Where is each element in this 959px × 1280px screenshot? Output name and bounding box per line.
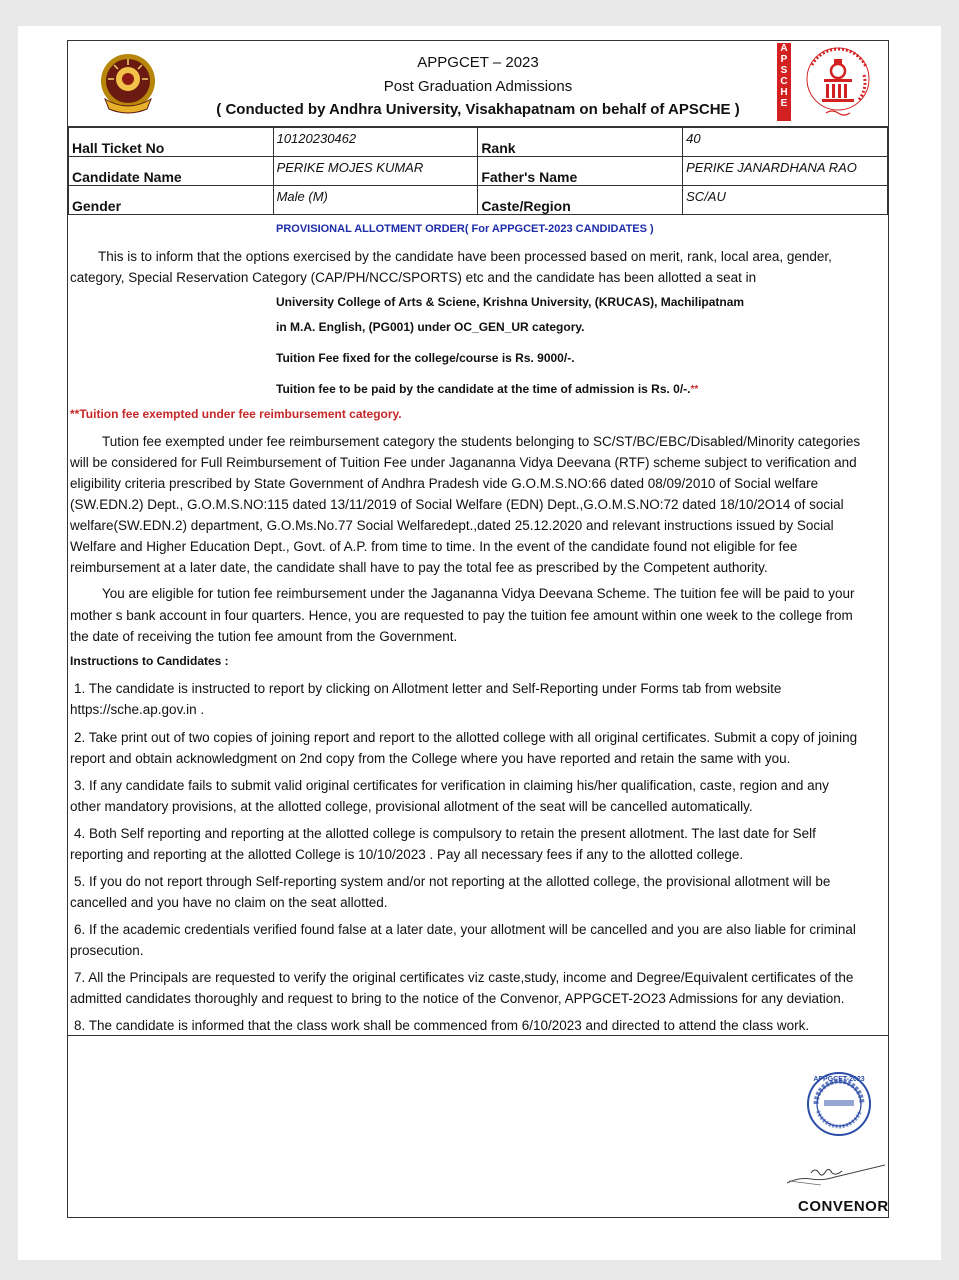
convenor-signature-icon <box>781 1159 891 1189</box>
rank-value: 40 <box>683 128 888 157</box>
conducted-by-line: ( Conducted by Andhra University, Visakhapatnam on behalf of APSCHE ) <box>216 101 740 118</box>
caste-region-label: Caste/Region <box>478 186 683 215</box>
caste-region-value: SC/AU <box>683 186 888 215</box>
hall-ticket-label: Hall Ticket No <box>69 128 274 157</box>
gender-label: Gender <box>69 186 274 215</box>
signature-divider <box>68 1035 888 1036</box>
table-row <box>69 157 888 186</box>
order-title: PROVISIONAL ALLOTMENT ORDER( For APPGCET-2023 CANDIDATES ) <box>276 223 654 235</box>
fee-payable: Tuition fee to be paid by the candidate at the time of admission is Rs. 0/-.** <box>276 382 699 396</box>
list-item: 1. The candidate is instructed to report by clicking on Allotment letter and Self-Reporting under Forms tab from website <box>74 681 782 696</box>
table-row <box>69 186 888 215</box>
list-item: 3. If any candidate fails to submit valid original certificates for verification in claiming his/her qualification, caste, region and any <box>74 778 829 793</box>
father-name-label: Father's Name <box>478 157 683 186</box>
list-item: 2. Take print out of two copies of joining report and report to the allotted college with all original certificates. Submit a copy of joining <box>74 730 858 745</box>
intro-line-2: category, Special Reservation Category (CAP/PH/NCC/SPORTS) etc and the candidate has been allotted a seat in <box>70 270 757 285</box>
instruction-url: https://sche.ap.gov.in . <box>70 702 205 717</box>
gender-value: Male (M) <box>273 186 478 215</box>
table-row <box>69 128 888 157</box>
fee-exempt-note: **Tuition fee exempted under fee reimbursement category. <box>70 407 402 421</box>
seal-text: APPGCET-2023 <box>813 1076 865 1083</box>
allotted-college: University College of Arts & Sciene, Krishna University, (KRUCAS), Machilipatnam <box>276 295 745 309</box>
list-item: 7. All the Principals are requested to verify the original certificates viz caste,study, income and Degree/Equivalent certificates of the <box>74 970 854 985</box>
allotted-course: in M.A. English, (PG001) under OC_GEN_UR category. <box>276 320 585 334</box>
andhra-university-logo-icon <box>95 51 161 117</box>
instructions-title: Instructions to Candidates : <box>70 654 229 668</box>
convenor-label: CONVENOR <box>798 1198 889 1215</box>
list-item: 8. The candidate is informed that the class work shall be commenced from 6/10/2023 and directed to attend the class work. <box>74 1018 810 1033</box>
allotment-order-frame: APPGCET – 2023 Post Graduation Admissions ( Conducted by Andhra University, Visakhapatnam on behalf of APSCHE ) A P S C H E Hall Ticket No 10120230462 Rank 40 Candidate Name PERIKE MOJES KUMAR Father's Name PERIKE JANARDHANA RAO Gender Male (M) Caste/Region SC/AU PROVISIONAL ALLOTMENT ORDER( For APPGCET-2023 CANDIDATES ) This is to inform that the options exercised by the candidate have been processed based on merit, rank, local area, gender, category, Special Reservation Category (CAP/PH/NCC/SPORTS) etc and the candidate has been allotted a seat in University College of Arts & Sciene, Krishna University, (KRUCAS), Machilipatnam in M.A. English, (PG001) under OC_GEN_UR category. Tuition Fee fixed for the college/course is Rs. 9000/-. Tuition fee to be paid by the candidate at the time of admission is Rs. 0/-.** **Tuition fee exempted under fee reimbursement category. Tution fee exempted under fee reimbursement category the students belonging to SC/ST/BC/EBC/Disabled/Minority categories will be considered for Full Reimbursement of Tuition Fee under Jagananna Vidya Deevana (RTF) scheme subject to verification and eligibility criteria prescribed by State Government of Andhra Pradesh vide G.O.M.S.NO:66 dated 08/09/2010 of Social welfare (SW.EDN.2) Dept., G.O.M.S.NO:115 dated 13/11/2019 of Social Welfare (EDN) Dept.,G.O.M.S.NO:72 dated 18/10/2O14 of social welfare(SW.EDN.2) department, G.O.Ms.No.77 Social Welfaredept.,dated 25.12.2020 and relevant instructions issued by Social Welfare and Higher Education Dept., Govt. of A.P. from time to time. In the event of the candidate found not eligible for fee reimbursement at a later date, the candidate shall have to pay the total fee as prescribed by the Competent authority. You are eligible for tution fee reimbursement under the Jagananna Vidya Deevana Scheme. The tuition fee will be paid to your mother s bank account in four quarters. Hence, you are requested to pay the tuition fee amount within one week to the college from the date of receiving the tution fee amount from the Government. Instructions to Candidates : 1. The candidate is instructed to report by clicking on Allotment letter and Self-Reporting under Forms tab from website https://sche.ap.gov.in . 2. Take print out of two copies of joining report and report to the allotted college with all original certificates. Submit a copy of joining report and obtain acknowledgment on 2nd copy from the College where you have reported and retain the same with you. 3. If any candidate fails to submit valid original certificates for verification in claiming his/her qualification, caste, region and any other mandatory provisions, at the allotted college, provisional allotment of the seat will be cancelled automatically. 4. Both Self reporting and reporting at the allotted college is compulsory to retain the present allotment. The last date for Self reporting and reporting at the allotted College is 10/10/2023 . Pay all necessary fees if any to the allotted college. 5. If you do not report through Self-reporting system and/or not reporting at the allotted college, the provisional allotment will be cancelled and you have no claim on the seat allotted. 6. If the academic credentials verified found false at a later date, your allotment will be cancelled and you are also liable for criminal prosecution. 7. All the Principals are requested to verify the original certificates viz caste,study, income and Degree/Equivalent certificates of the admitted candidates thoroughly and request to bring to the notice of the Convenor, APPGCET-2O23 Admissions for any deviation. 8. The candidate is informed that the class work shall be commenced from 6/10/2023 and directed to attend the class work. APPGCET-2023 CONVENOR <box>67 40 889 1218</box>
candidate-info-table <box>68 127 888 215</box>
list-item: 5. If you do not report through Self-reporting system and/or not reporting at the allotted college, the provisional allotment will be <box>74 874 831 889</box>
apsche-emblem-icon <box>796 45 884 121</box>
candidate-name-label: Candidate Name <box>69 157 274 186</box>
admission-subtitle: Post Graduation Admissions <box>383 78 573 95</box>
list-item: 6. If the academic credentials verified found false at a later date, your allotment will be cancelled and you are also liable for criminal <box>74 922 856 937</box>
intro-line-1: This is to inform that the options exercised by the candidate have been processed based on merit, rank, local area, gender, <box>98 249 832 264</box>
apsche-vertical-acronym: A P S C H E <box>777 43 791 121</box>
rank-label: Rank <box>478 128 683 157</box>
list-item: 4. Both Self reporting and reporting at the allotted college is compulsory to retain the present allotment. The last date for Self <box>74 826 816 841</box>
fee-fixed: Tuition Fee fixed for the college/course is Rs. 9000/-. <box>276 351 575 365</box>
exam-title: APPGCET – 2023 <box>417 54 539 71</box>
candidate-name-value: PERIKE MOJES KUMAR <box>273 157 478 186</box>
father-name-value: PERIKE JANARDHANA RAO <box>683 157 888 186</box>
college-seal-stamp-icon <box>806 1071 872 1137</box>
hall-ticket-value: 10120230462 <box>273 128 478 157</box>
